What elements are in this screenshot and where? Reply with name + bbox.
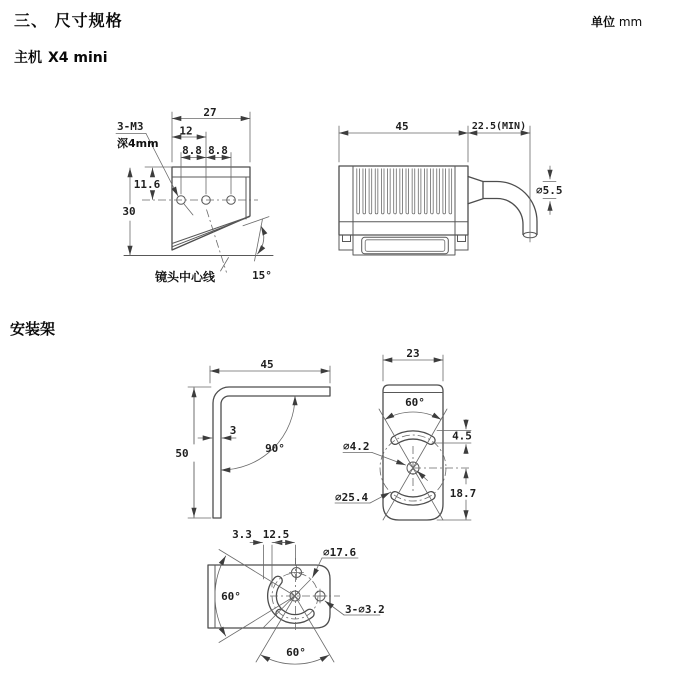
dim-cable-bend: 22.5(MIN) <box>471 121 527 132</box>
dim-mount-holes: 3-∅3.2 <box>345 603 385 616</box>
dim-thickness: 3 <box>229 424 237 437</box>
bracket-side-view <box>175 358 330 518</box>
thread-note-2: 深4mm <box>117 137 159 150</box>
dim-hole-offset-bottom: 12.5 <box>262 528 290 541</box>
dim-arm-length: 45 <box>260 358 274 371</box>
dim-hole-height: 11.6 <box>133 178 161 191</box>
dim-slot-width: 4.5 <box>452 429 472 443</box>
dim-bracket-width: 23 <box>406 347 420 360</box>
bracket-bottom-view <box>208 528 385 664</box>
dim-hole-pitch-2: 8.8 <box>208 144 228 157</box>
dim-bottom-offset: 18.7 <box>449 487 477 500</box>
dim-body-length: 45 <box>395 120 409 133</box>
dim-hole-offset: 12 <box>179 124 193 138</box>
lens-centerline-label: 镜头中心线 <box>155 270 216 284</box>
dim-slot-angle: 60° <box>405 396 425 409</box>
model-name: X4 mini <box>48 50 108 66</box>
subsection-bracket: 安装架 <box>10 320 56 338</box>
dim-right-angle: 90° <box>265 442 285 455</box>
unit-value: mm <box>618 15 643 29</box>
subsection-main-unit: 主机 X4 mini <box>14 50 108 66</box>
thread-note-1: 3-M3 <box>117 120 144 133</box>
bracket-front-view <box>335 347 476 520</box>
dim-cable-diameter: ∅5.5 <box>536 184 563 197</box>
dim-slot-offset: 3.3 <box>232 528 252 541</box>
dim-bracket-height: 50 <box>175 447 189 460</box>
dim-main-height: 30 <box>122 205 136 218</box>
dim-main-width: 27 <box>203 106 217 119</box>
dim-hole-circle: ∅17.6 <box>323 546 357 559</box>
dim-center-hole: ∅4.2 <box>343 440 370 453</box>
dim-hole-pitch-1: 8.8 <box>182 144 202 157</box>
main-unit-front-view <box>116 106 273 284</box>
dim-slot-circle: ∅25.4 <box>335 491 369 504</box>
unit-label: 单位 <box>591 15 616 29</box>
dim-left-angle: 60° <box>221 590 241 603</box>
dim-lens-angle: 15° <box>252 269 272 282</box>
page-title: 三、 尺寸规格 <box>14 11 123 30</box>
main-unit-side-view <box>339 120 563 255</box>
dim-bottom-angle: 60° <box>286 646 306 659</box>
